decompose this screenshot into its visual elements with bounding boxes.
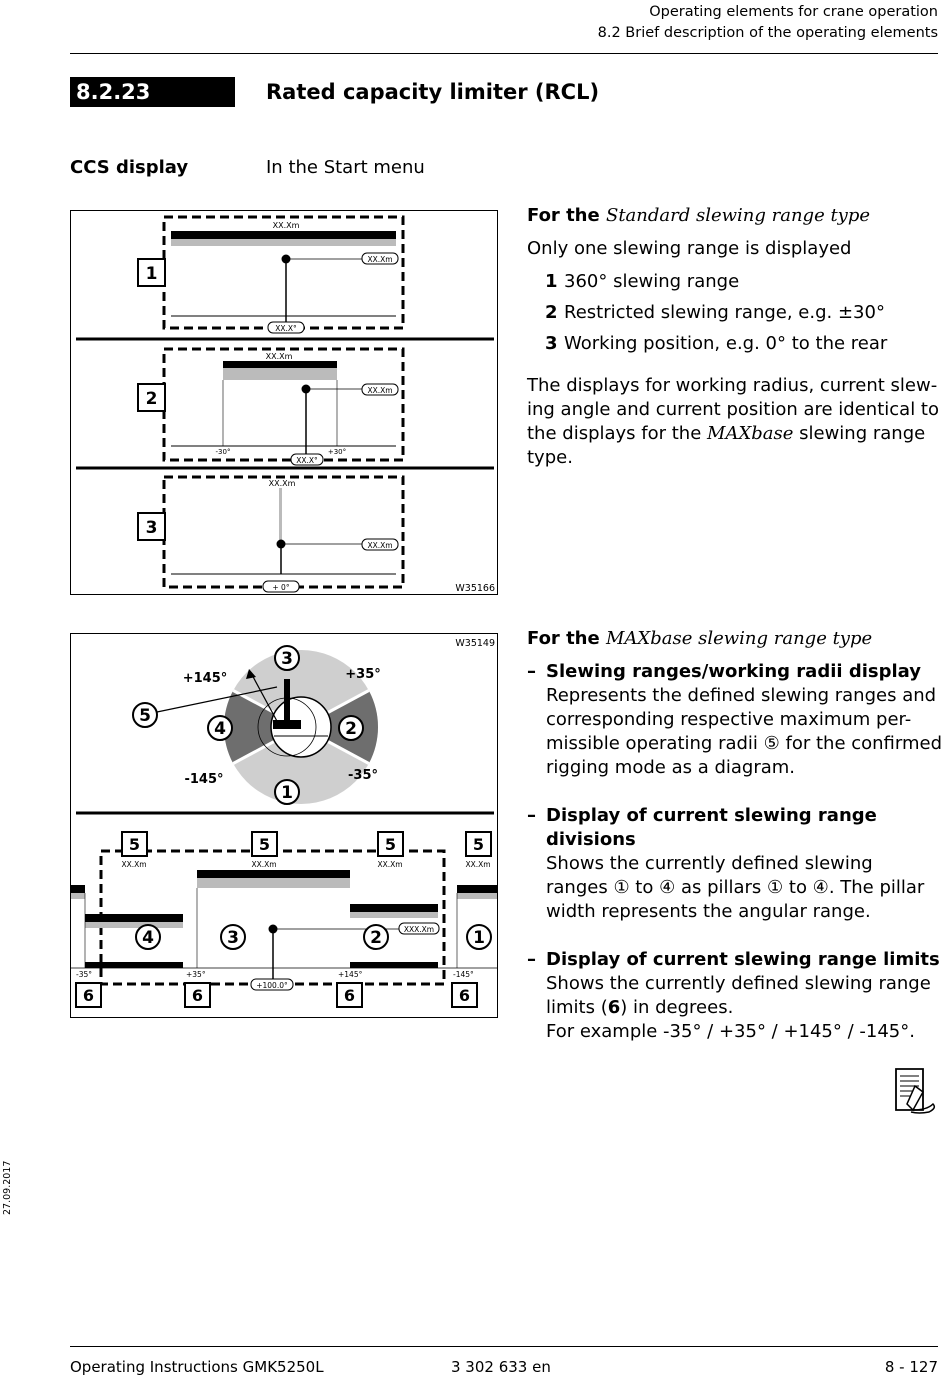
note-icon [893,1066,939,1114]
pillar-label-1: 1 [473,928,485,948]
ccs-label: CCS display [70,157,189,178]
header-subchapter: 8.2 Brief description of the operating elements [597,25,938,41]
circle-plus145: +145° [182,671,228,686]
segment-label-4: 4 [214,719,226,739]
circle-plus35: +35° [345,667,381,682]
radius-label: XX.Xm [465,860,491,869]
limit-p145: +145° [338,970,363,979]
section-number: 8.2.23 [70,77,235,107]
list-item: – Slewing ranges/working radii display Represents the defined slewing ranges and corresponding respective maximum per- missible operating radii ⑤ for the confirmed rigging mode as a diagram. [527,661,943,778]
list-item: – Display of current slewing range divisions Shows the currently defined slewing ranges ① to ④ as pillars ① to ④. The pillar width represents the angular range. [527,805,925,922]
segment-label-3: 3 [281,649,293,669]
segment-label-2: 2 [345,719,357,739]
footer-document: Operating Instructions GMK5250L [70,1358,324,1376]
footer-order-number: 3 302 633 en [451,1358,551,1376]
pillar-label-3: 3 [227,928,239,948]
list-item: – Display of current slewing range limits Shows the currently defined slewing range limits (6) in degrees. For example -35° / +35° / +145° / -145°. [527,949,940,1042]
panel3-radius-box: XX.Xm [367,541,393,550]
circle-minus145: -145° [184,772,224,787]
limit-marker-6: 6 [343,986,356,1005]
standard-heading [527,204,942,228]
panel3-angle-box: + 0° [272,583,290,592]
radius-marker-5: 5 [258,835,271,854]
figure1-code: W35166 [455,583,495,594]
panel2-radius-top: XX.Xm [265,352,293,361]
limit-marker-6: 6 [458,986,471,1005]
standard-block [527,204,942,470]
header-rule [70,53,938,54]
maxbase-block [527,627,945,1068]
panel1-radius-top: XX.Xm [272,221,300,230]
bar-angle-box: +100.0° [256,981,288,990]
standard-heading-prefix: For the [527,205,606,226]
panel2-radius-box: XX.Xm [367,386,393,395]
circle-minus35: -35° [348,768,378,783]
segment-label-5: 5 [139,706,151,726]
bar-radius-box: XXX.Xm [403,925,435,934]
panel-label-1: 1 [145,264,158,284]
figure-standard-slewing [70,210,498,595]
panel-label-2: 2 [145,389,158,409]
section-title: Rated capacity limiter (RCL) [266,80,600,104]
figure2-code: W35149 [455,638,495,649]
panel1-radius-box: XX.Xm [367,255,393,264]
list-item: 3 Working position, e.g. 0° to the rear [545,333,888,354]
header-chapter: Operating elements for crane operation [649,4,938,20]
limit-p35: +35° [186,970,206,979]
radius-marker-5: 5 [472,835,485,854]
limit-marker-6: 6 [82,986,95,1005]
ccs-value: In the Start menu [266,157,425,178]
panel2-minus30: -30° [215,448,231,456]
list-item: 2 Restricted slewing range, e.g. ±30° [545,302,885,323]
panel-label-3: 3 [145,518,158,538]
radius-label: XX.Xm [121,860,147,869]
standard-intro: Only one slewing range is displayed [527,238,852,259]
panel3-radius-top: XX.Xm [268,479,296,488]
pillar-label-4: 4 [142,928,154,948]
radius-marker-5: 5 [384,835,397,854]
segment-label-1: 1 [281,783,293,803]
standard-list [527,270,942,356]
limit-marker-6: 6 [191,986,204,1005]
radius-label: XX.Xm [377,860,403,869]
side-date: 27.09.2017 [2,1160,13,1215]
standard-paragraph: The displays for working radius, current slew- ing angle and current position are identical to the displays for the MAXbase slewing range type. [527,375,939,468]
pillar-label-2: 2 [370,928,382,948]
maxbase-heading-prefix: For the [527,628,606,649]
list-item: 1 360° slewing range [545,271,740,292]
panel1-angle-box: XX.X° [275,324,297,333]
limit-m35: -35° [76,970,92,979]
radius-label: XX.Xm [251,860,277,869]
figure-maxbase-slewing [70,633,498,1018]
panel2-plus30: +30° [327,448,347,456]
maxbase-heading-italic: MAXbase slewing range type [605,628,873,649]
footer-rule [70,1346,938,1347]
maxbase-heading [527,627,945,651]
limit-m145: -145° [453,970,474,979]
footer-page-number: 8 - 127 [884,1358,938,1376]
panel2-angle-box: XX.X° [296,456,318,465]
radius-marker-5: 5 [128,835,141,854]
standard-heading-italic: Standard slewing range type [605,205,871,226]
